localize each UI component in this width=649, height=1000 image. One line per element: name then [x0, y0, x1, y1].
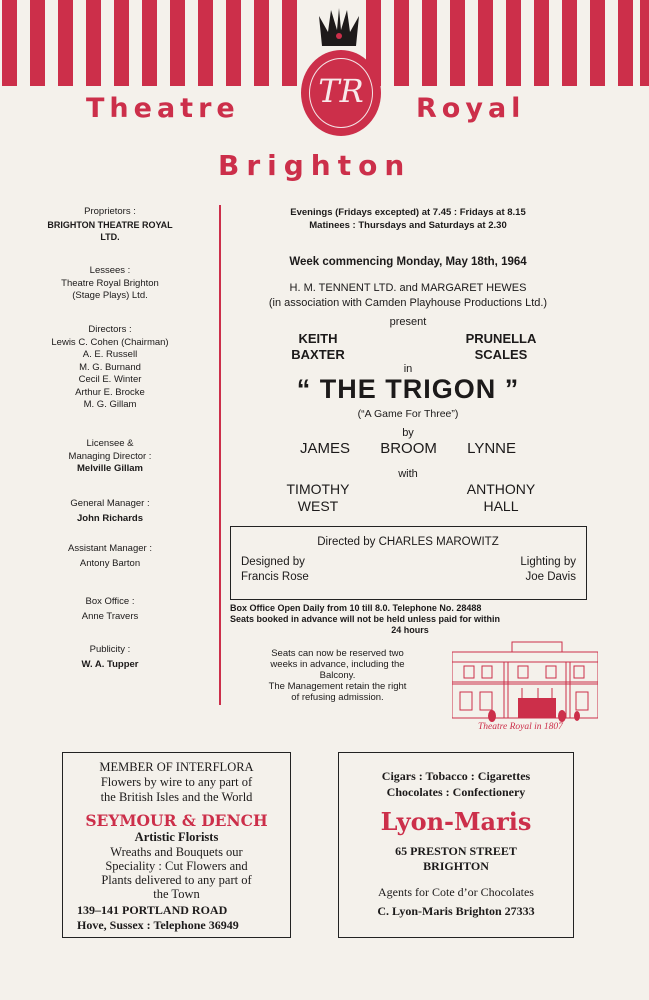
designer-label: Designed by: [241, 556, 305, 568]
times-matinees: Matinees : Thursdays and Saturdays at 2.30: [309, 220, 507, 231]
box-office-open: Box Office Open Daily from 10 till 8.0. Telephone No. 28488: [230, 603, 482, 613]
header-city: Brighton: [218, 149, 412, 182]
tobacconist-products: Cigars : Tobacco : Cigarettes: [381, 769, 531, 783]
florist-name: SEYMOUR & DENCH: [85, 811, 268, 830]
florist-interflora: MEMBER OF INTERFLORA: [99, 760, 254, 774]
author-name: [300, 440, 516, 457]
licensee-label: Licensee &: [86, 438, 134, 449]
monogram-text: TR: [318, 72, 364, 110]
am-block: [14, 543, 206, 570]
director-item: M. G. Gillam: [83, 399, 137, 410]
with-word: with: [398, 468, 418, 480]
producers-line: H. M. TENNENT LTD. and MARGARET HEWES: [289, 282, 527, 294]
advert-tobacconist: [338, 752, 574, 938]
licensee-label-2: Managing Director :: [68, 450, 152, 462]
gm-label: General Manager :: [70, 498, 150, 509]
co-star-two: [436, 481, 566, 515]
author-middle: BROOM: [380, 440, 437, 457]
box-office-name: Anne Travers: [81, 610, 139, 622]
proprietors-label: Proprietors :: [84, 206, 136, 217]
header-theatre: Theatre: [86, 93, 240, 124]
star-one: [258, 331, 378, 363]
present-word: present: [389, 316, 427, 328]
tobacconist-products-2: Chocolates : Confectionery: [386, 785, 526, 799]
proprietors-name-2: LTD.: [100, 232, 120, 242]
producers-association: (in association with Camden Playhouse Productions Ltd.): [268, 297, 548, 309]
performance-times: [222, 206, 594, 232]
publicity-block: [14, 644, 206, 671]
times-evenings: Evenings (Fridays excepted) at 7.45 : Fridays at 8.15: [290, 207, 526, 218]
tobacconist-address: 65 PRESTON STREET: [395, 844, 517, 858]
am-label: Assistant Manager :: [68, 543, 152, 554]
gm-block: [14, 498, 206, 525]
director-item: A. E. Russell: [82, 349, 138, 360]
directors-block: [14, 324, 206, 412]
tobacconist-agents: Agents for Cote d’or Chocolates: [378, 885, 534, 899]
florist-telephone: Hove, Sussex : Telephone 36949: [77, 918, 239, 932]
florist-tagline-2: the British Isles and the World: [100, 790, 253, 804]
star-two-first: PRUNELLA: [465, 331, 537, 346]
monogram-seal: [301, 50, 381, 136]
directors-label: Directors :: [88, 324, 132, 335]
licensee-name: Melville Gillam: [77, 463, 143, 474]
director-item: Cecil E. Winter: [78, 374, 142, 385]
box-office-block: [14, 596, 206, 623]
lighting-name: Joe Davis: [525, 571, 576, 583]
theatre-illustration: [452, 636, 598, 722]
co-star-one-first: TIMOTHY: [286, 481, 350, 497]
reserve-line: Seats can now be reserved two: [271, 648, 404, 659]
producers: [222, 281, 594, 311]
co-star-two-last: HALL: [483, 498, 519, 514]
director-item: Lewis C. Cohen (Chairman): [51, 336, 169, 348]
tobacconist-city: BRIGHTON: [423, 859, 489, 873]
by-word: by: [402, 427, 414, 439]
co-star-one: [258, 481, 378, 515]
column-divider: [219, 205, 221, 705]
florist-body: the Town: [153, 887, 200, 901]
co-star-one-last: WEST: [297, 498, 339, 514]
florist-body: Plants delivered to any part of: [101, 873, 252, 887]
author-last: LYNNE: [467, 440, 516, 457]
director-credit: Directed by CHARLES MAROWITZ: [317, 536, 499, 548]
box-office-label: Box Office :: [85, 596, 135, 607]
play-title: “ THE TRIGON ”: [296, 374, 520, 404]
florist-body: Speciality : Cut Flowers and: [105, 859, 248, 873]
star-two-last: SCALES: [474, 347, 528, 362]
director-item: M. G. Burnand: [79, 361, 141, 373]
author-first: JAMES: [300, 440, 351, 457]
publicity-label: Publicity :: [89, 644, 131, 655]
box-office-notice: [230, 603, 590, 636]
reserve-line: weeks in advance, including the: [270, 659, 405, 670]
box-office-seats-2: 24 hours: [391, 625, 429, 635]
tobacconist-contact: C. Lyon-Maris Brighton 27333: [377, 904, 535, 918]
co-star-two-first: ANTHONY: [466, 481, 536, 497]
florist-tagline: Flowers by wire to any part of: [100, 775, 253, 789]
credits-box: [230, 526, 587, 600]
designer-credit: [241, 555, 309, 585]
designer-name: Francis Rose: [241, 571, 309, 583]
lessees-name: Theatre Royal Brighton: [61, 277, 159, 289]
licensee-block: [14, 438, 206, 476]
play-subtitle: (“A Game For Three”): [357, 408, 459, 420]
reservation-notice: [230, 648, 445, 703]
lighting-credit: [520, 555, 576, 585]
lighting-label: Lighting by: [520, 556, 576, 568]
reserve-line: Balcony.: [319, 670, 356, 681]
in-word: in: [403, 363, 413, 375]
publicity-name: W. A. Tupper: [81, 658, 139, 670]
box-office-seats: Seats booked in advance will not be held unless paid for within: [230, 614, 501, 624]
star-two: [436, 331, 566, 363]
illustration-caption: Theatre Royal in 1807: [478, 722, 563, 732]
reserve-line: of refusing admission.: [291, 692, 384, 703]
proprietors-block: [14, 206, 206, 244]
header-royal: Royal: [416, 93, 526, 124]
gm-name: John Richards: [77, 512, 143, 524]
crown-icon: [316, 6, 362, 50]
star-one-last: BAXTER: [291, 347, 345, 362]
florist-body: Wreaths and Bouquets our: [110, 845, 243, 859]
proprietors-name: BRIGHTON THEATRE ROYAL: [47, 219, 173, 230]
reserve-line: The Management retain the right: [268, 681, 407, 692]
star-one-first: KEITH: [298, 331, 338, 346]
advert-florist: [62, 752, 291, 938]
florist-address: 139–141 PORTLAND ROAD: [77, 903, 228, 917]
lessees-name-2: (Stage Plays) Ltd.: [72, 290, 148, 301]
lessees-block: [14, 265, 206, 303]
week-commencing: Week commencing Monday, May 18th, 1964: [289, 256, 527, 268]
tobacconist-name: Lyon-Maris: [380, 807, 532, 836]
florist-subtitle: Artistic Florists: [134, 830, 219, 844]
lessees-label: Lessees :: [89, 265, 131, 276]
am-name: Antony Barton: [79, 557, 141, 569]
director-item: Arthur E. Brocke: [75, 386, 145, 398]
